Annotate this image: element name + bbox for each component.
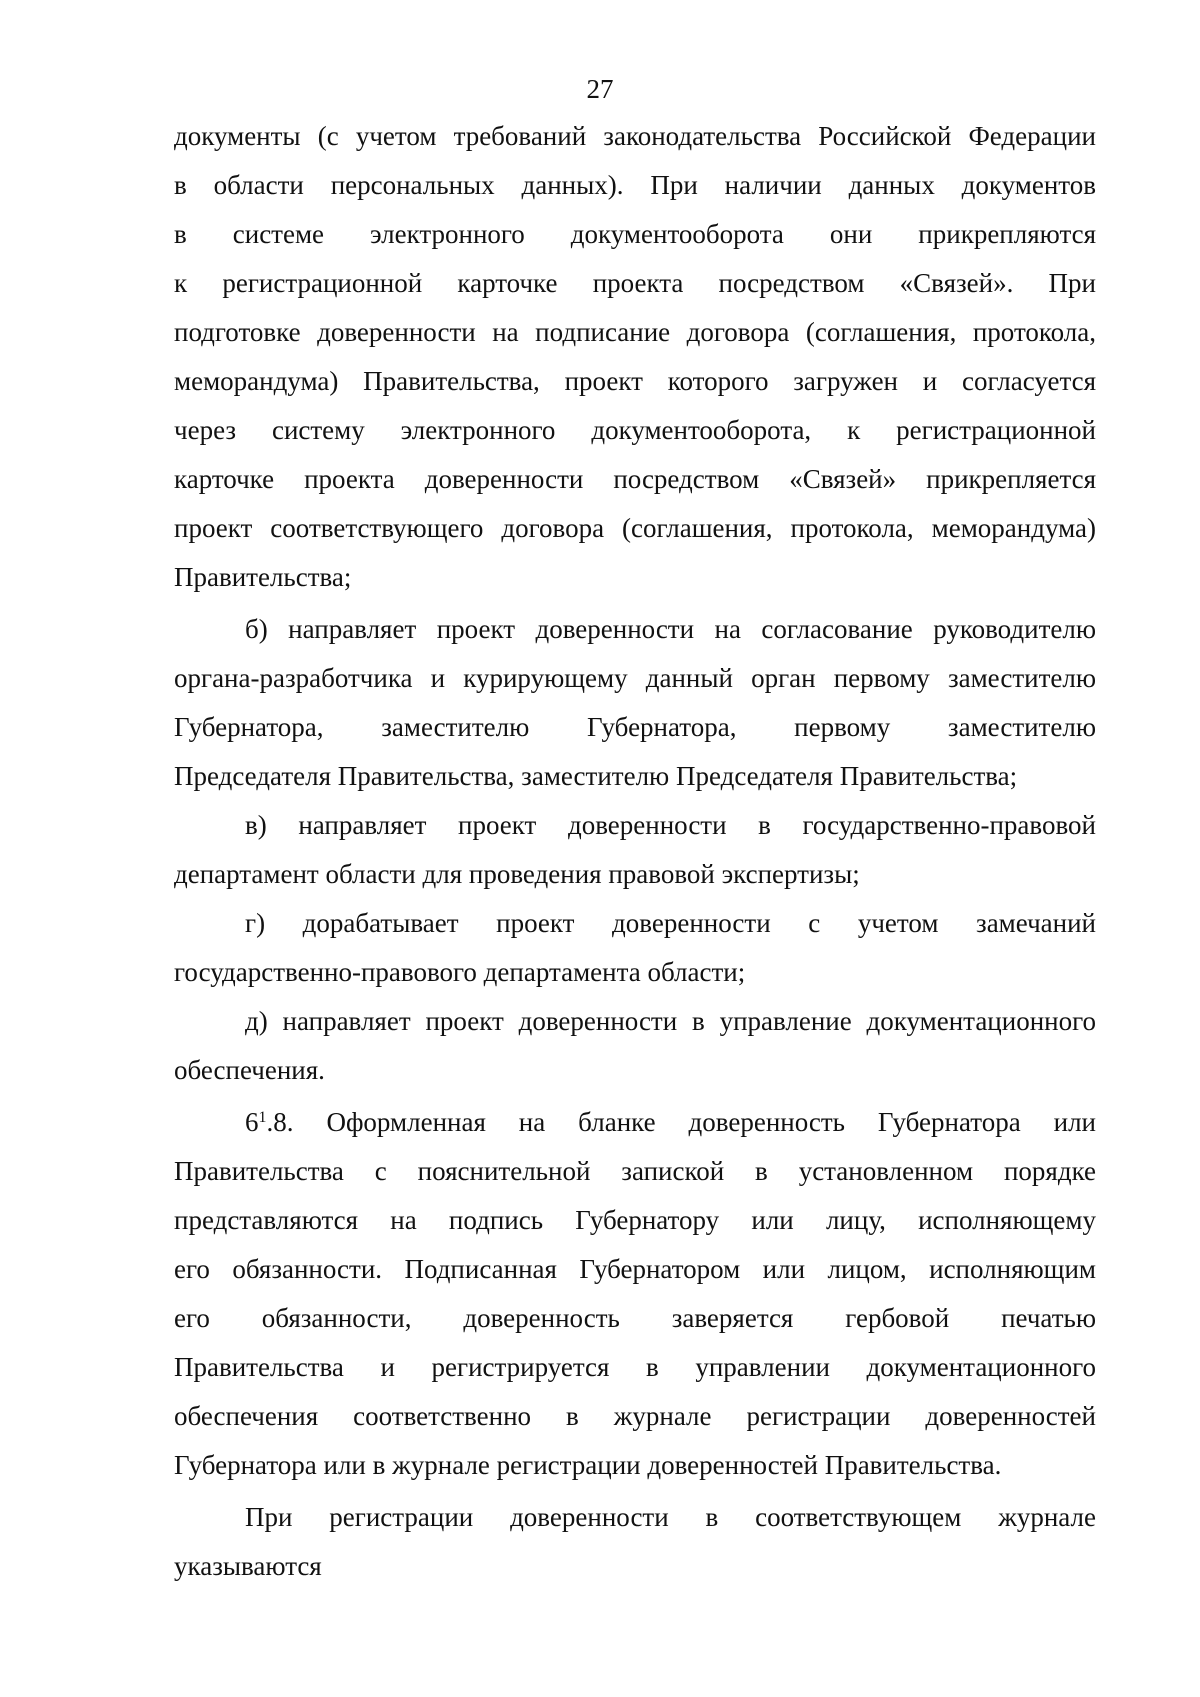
text-line: обеспечения соответственно в журнале регистрации доверенностей (174, 1401, 1096, 1431)
text-line: в) направляет проект доверенности в государственно-правовой (245, 810, 1096, 840)
paragraph-item-v (174, 801, 1096, 899)
paragraph-continuation (174, 112, 1096, 602)
paragraph-section-6-1-8 (174, 1098, 1096, 1490)
text-line: государственно-правового департамента области; (174, 957, 746, 987)
text-line: в системе электронного документооборота они прикрепляются (174, 219, 1096, 249)
text-line (174, 1098, 1096, 1147)
text-line: его обязанности, доверенность заверяется гербовой печатью (174, 1303, 1096, 1333)
document-body (174, 112, 1096, 1591)
text-line: карточке проекта доверенности посредством «Связей» прикрепляется (174, 464, 1096, 494)
text-line: обеспечения. (174, 1055, 325, 1085)
paragraph-item-g (174, 899, 1096, 997)
paragraph-registration (174, 1493, 1096, 1591)
text-line: документы (с учетом требований законодательства Российской Федерации (174, 121, 1096, 151)
text-line: д) направляет проект доверенности в управление документационного (245, 1006, 1096, 1036)
text-line: проект соответствующего договора (соглашения, протокола, меморандума) (174, 513, 1096, 543)
text-line: г) дорабатывает проект доверенности с учетом замечаний (245, 908, 1096, 938)
text-line: При регистрации доверенности в соответствующем журнале (245, 1502, 1096, 1532)
paragraph-item-d (174, 997, 1096, 1095)
text-line: Правительства с пояснительной запиской в установленном порядке (174, 1156, 1096, 1186)
text-line: его обязанности. Подписанная Губернатором или лицом, исполняющим (174, 1254, 1096, 1284)
text-line: б) направляет проект доверенности на согласование руководителю (245, 614, 1096, 644)
section-first-line-text: .8. Оформленная на бланке доверенность Губернатора или (266, 1107, 1096, 1137)
text-line: Правительства и регистрируется в управлении документационного (174, 1352, 1096, 1382)
text-line: органа-разработчика и курирующему данный орган первому заместителю (174, 663, 1096, 693)
text-line: в области персональных данных). При наличии данных документов (174, 170, 1096, 200)
text-line: департамент области для проведения правовой экспертизы; (174, 859, 860, 889)
text-line: Губернатора или в журнале регистрации доверенностей Правительства. (174, 1450, 1002, 1480)
text-line: меморандума) Правительства, проект которого загружен и согласуется (174, 366, 1096, 396)
text-line: подготовке доверенности на подписание договора (соглашения, протокола, (174, 317, 1096, 347)
text-line: Губернатора, заместителю Губернатора, первому заместителю (174, 712, 1096, 742)
text-line: указываются (174, 1551, 322, 1581)
page-number: 27 (586, 74, 614, 104)
text-line: через систему электронного документооборота, к регистрационной (174, 415, 1096, 445)
section-number: 6 (245, 1107, 259, 1137)
paragraph-item-b (174, 605, 1096, 801)
text-line: Председателя Правительства, заместителю Председателя Правительства; (174, 761, 1018, 791)
section-superscript: 1 (258, 1109, 267, 1126)
text-line: представляются на подпись Губернатору или лицу, исполняющему (174, 1205, 1096, 1235)
text-line: Правительства; (174, 562, 352, 592)
text-line: к регистрационной карточке проекта посредством «Связей». При (174, 268, 1096, 298)
